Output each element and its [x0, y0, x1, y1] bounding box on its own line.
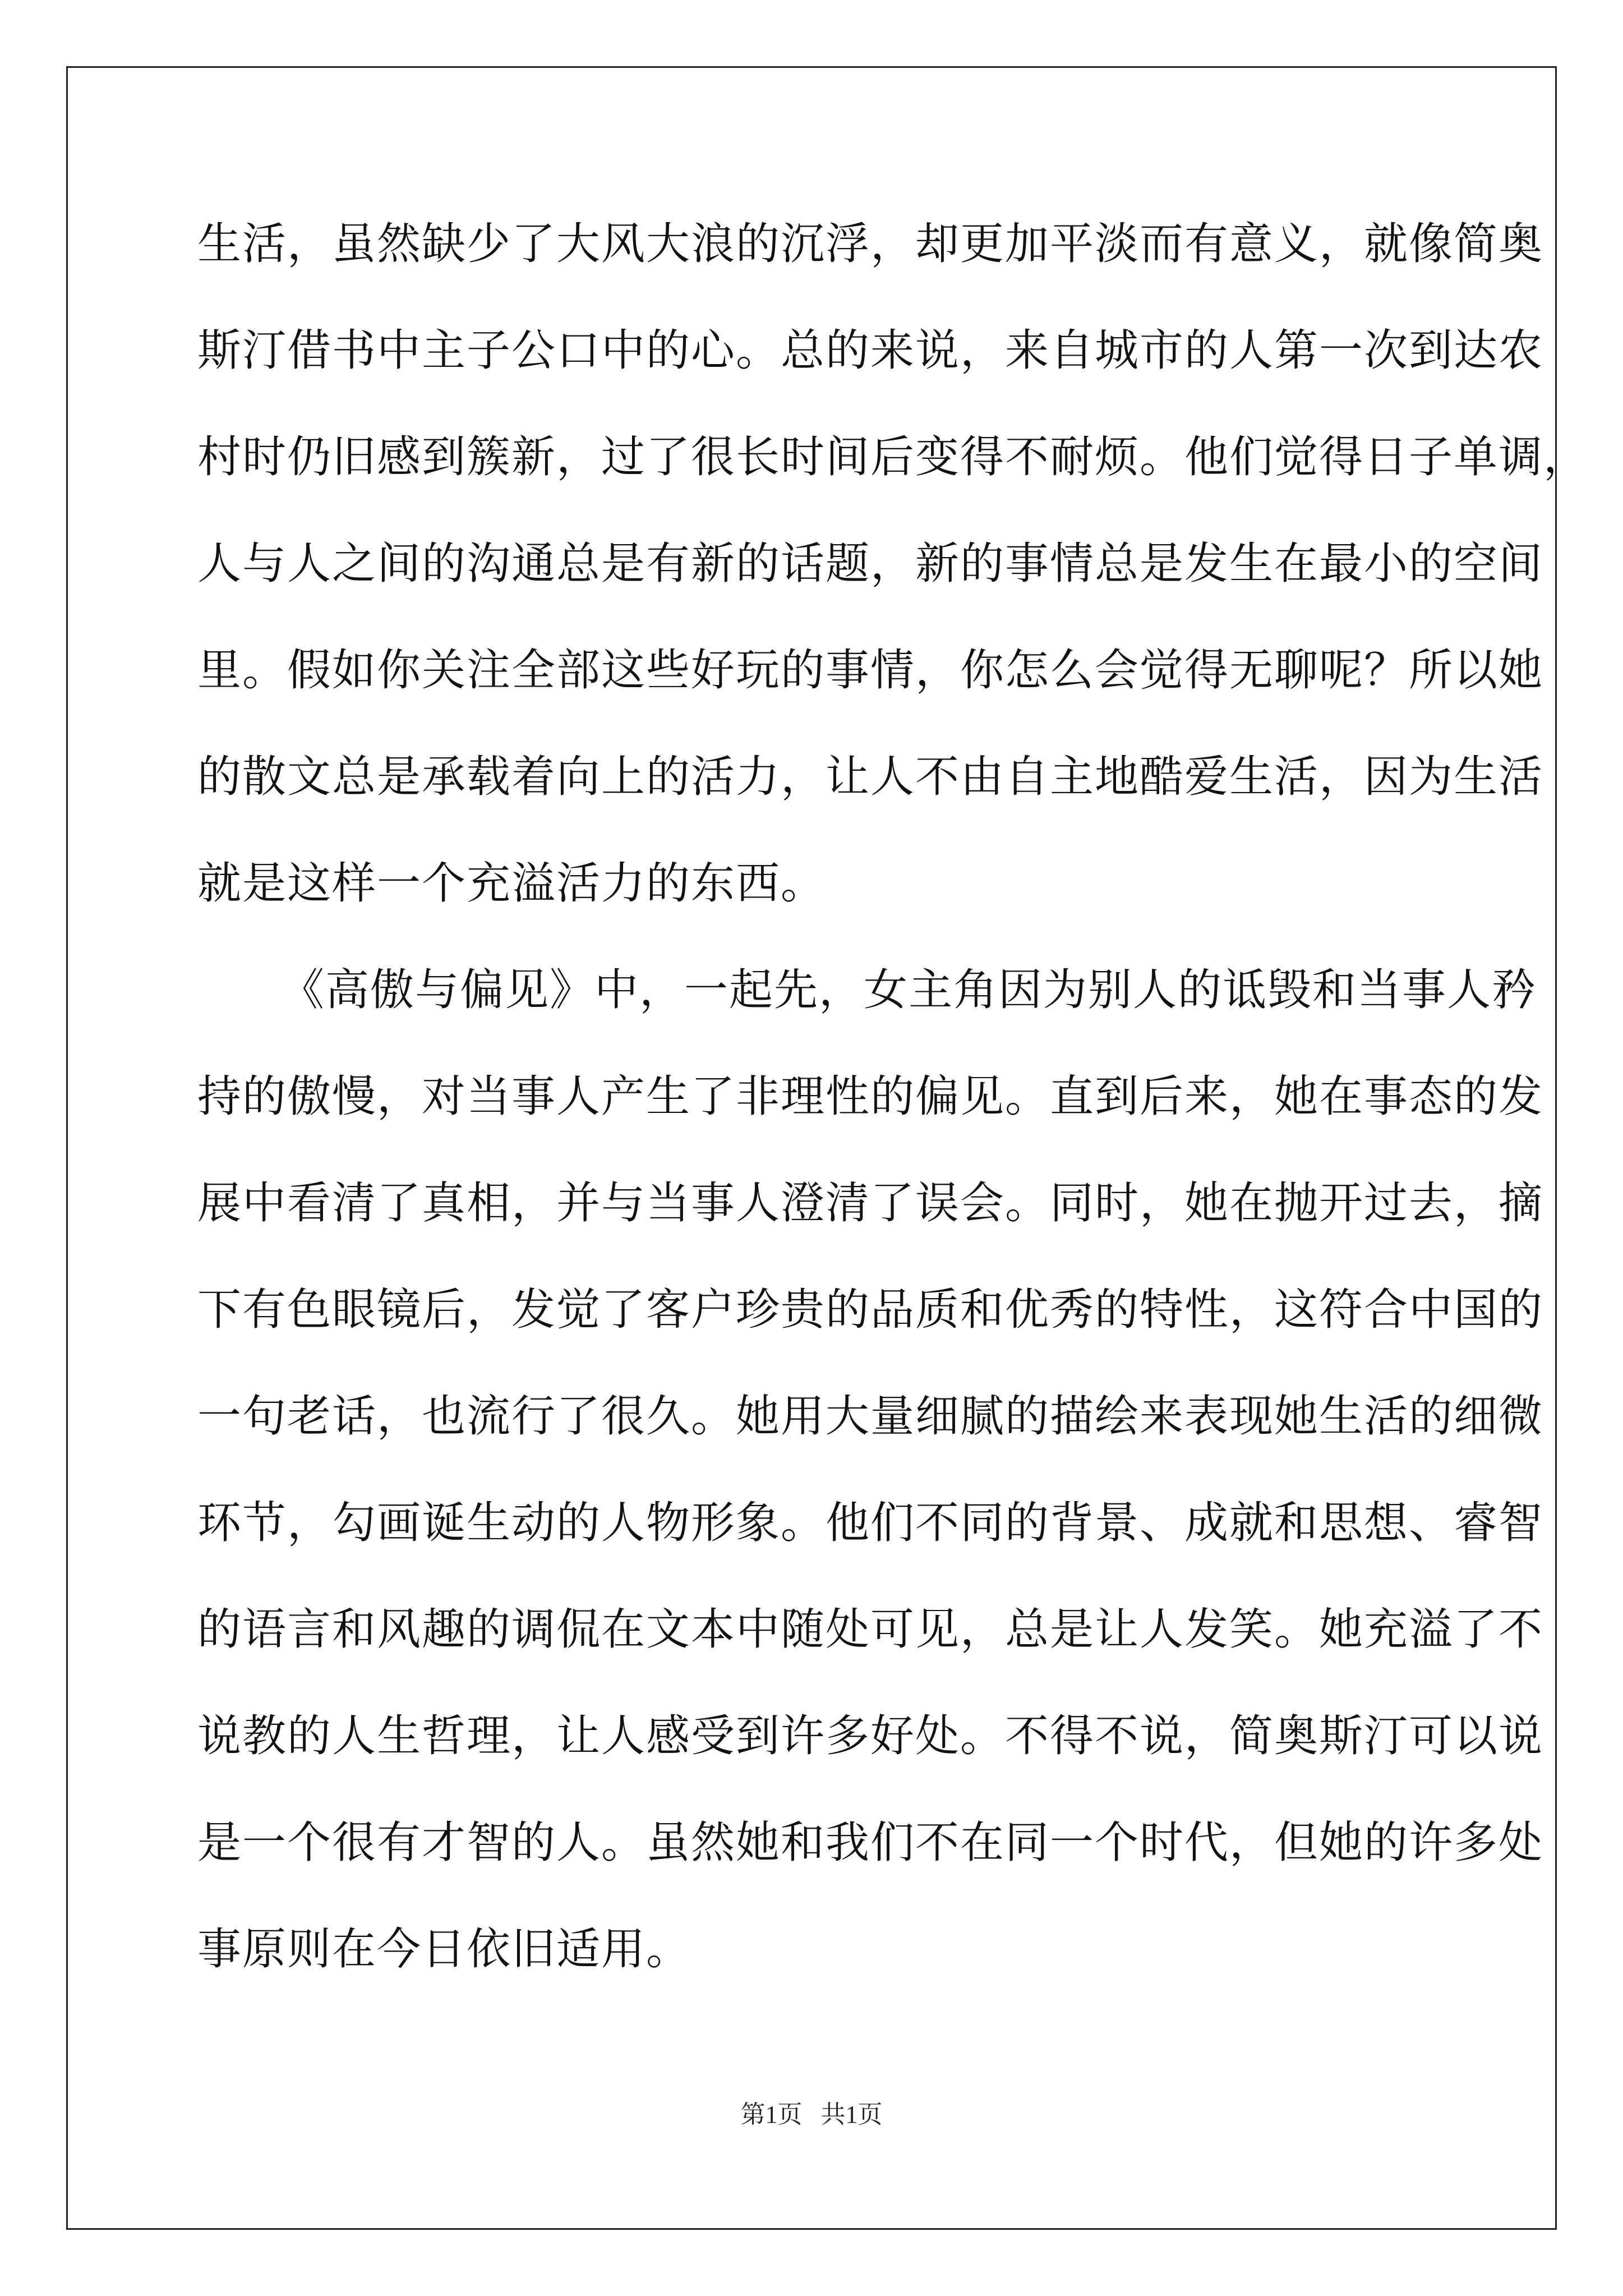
- paragraph-1-line-3: 村时仍旧感到簇新，过了很长时间后变得不耐烦。他们觉得日子单调，: [197, 432, 1589, 482]
- paragraph-1-line-4: 人与人之间的沟通总是有新的话题，新的事情总是发生在最小的空间: [197, 539, 1544, 589]
- paragraph-1-line-2: 斯汀借书中主子公口中的心。总的来说，来自城市的人第一次到达农: [197, 325, 1544, 376]
- paragraph-2-line-10: 事原则在今日依旧适用。: [197, 1924, 691, 1975]
- paragraph-2-line-3: 展中看清了真相，并与当事人澄清了误会。同时，她在抛开过去，摘: [197, 1178, 1544, 1228]
- paragraph-2-line-5: 一句老话，也流行了很久。她用大量细腻的描绘来表现她生活的细微: [197, 1391, 1544, 1442]
- page-border: [66, 66, 1589, 2230]
- paragraph-2-line-1: 《高傲与偏见》中，一起先，女主角因为别人的诋毁和当事人矜: [280, 965, 1537, 1015]
- paragraph-2-line-2: 持的傲慢，对当事人产生了非理性的偏见。直到后来，她在事态的发: [197, 1071, 1544, 1122]
- paragraph-2-line-6: 环节，勾画诞生动的人物形象。他们不同的背景、成就和思想、睿智: [197, 1498, 1544, 1548]
- paragraph-2-line-4: 下有色眼镜后，发觉了客户珍贵的品质和优秀的特性，这符合中国的: [197, 1285, 1544, 1335]
- page-total: 共1页: [820, 2101, 883, 2128]
- page-number: 第1页: [740, 2101, 803, 2128]
- paragraph-2-line-7: 的语言和风趣的调侃在文本中随处可见，总是让人发笑。她充溢了不: [197, 1604, 1544, 1655]
- paragraph-1-line-6: 的散文总是承载着向上的活力，让人不由自主地酷爱生活，因为生活: [197, 752, 1544, 802]
- paragraph-1-line-1: 生活，虽然缺少了大风大浪的沉浮，却更加平淡而有意义，就像简奥: [197, 219, 1544, 269]
- paragraph-2-line-8: 说教的人生哲理，让人感受到许多好处。不得不说，简奥斯汀可以说: [197, 1711, 1544, 1761]
- page-footer: [0, 2098, 1623, 2132]
- paragraph-2-line-9: 是一个很有才智的人。虽然她和我们不在同一个时代，但她的许多处: [197, 1818, 1544, 1868]
- paragraph-1-line-5: 里。假如你关注全部这些好玩的事情，你怎么会觉得无聊呢？所以她: [197, 645, 1544, 696]
- paragraph-1-line-7: 就是这样一个充溢活力的东西。: [197, 858, 826, 909]
